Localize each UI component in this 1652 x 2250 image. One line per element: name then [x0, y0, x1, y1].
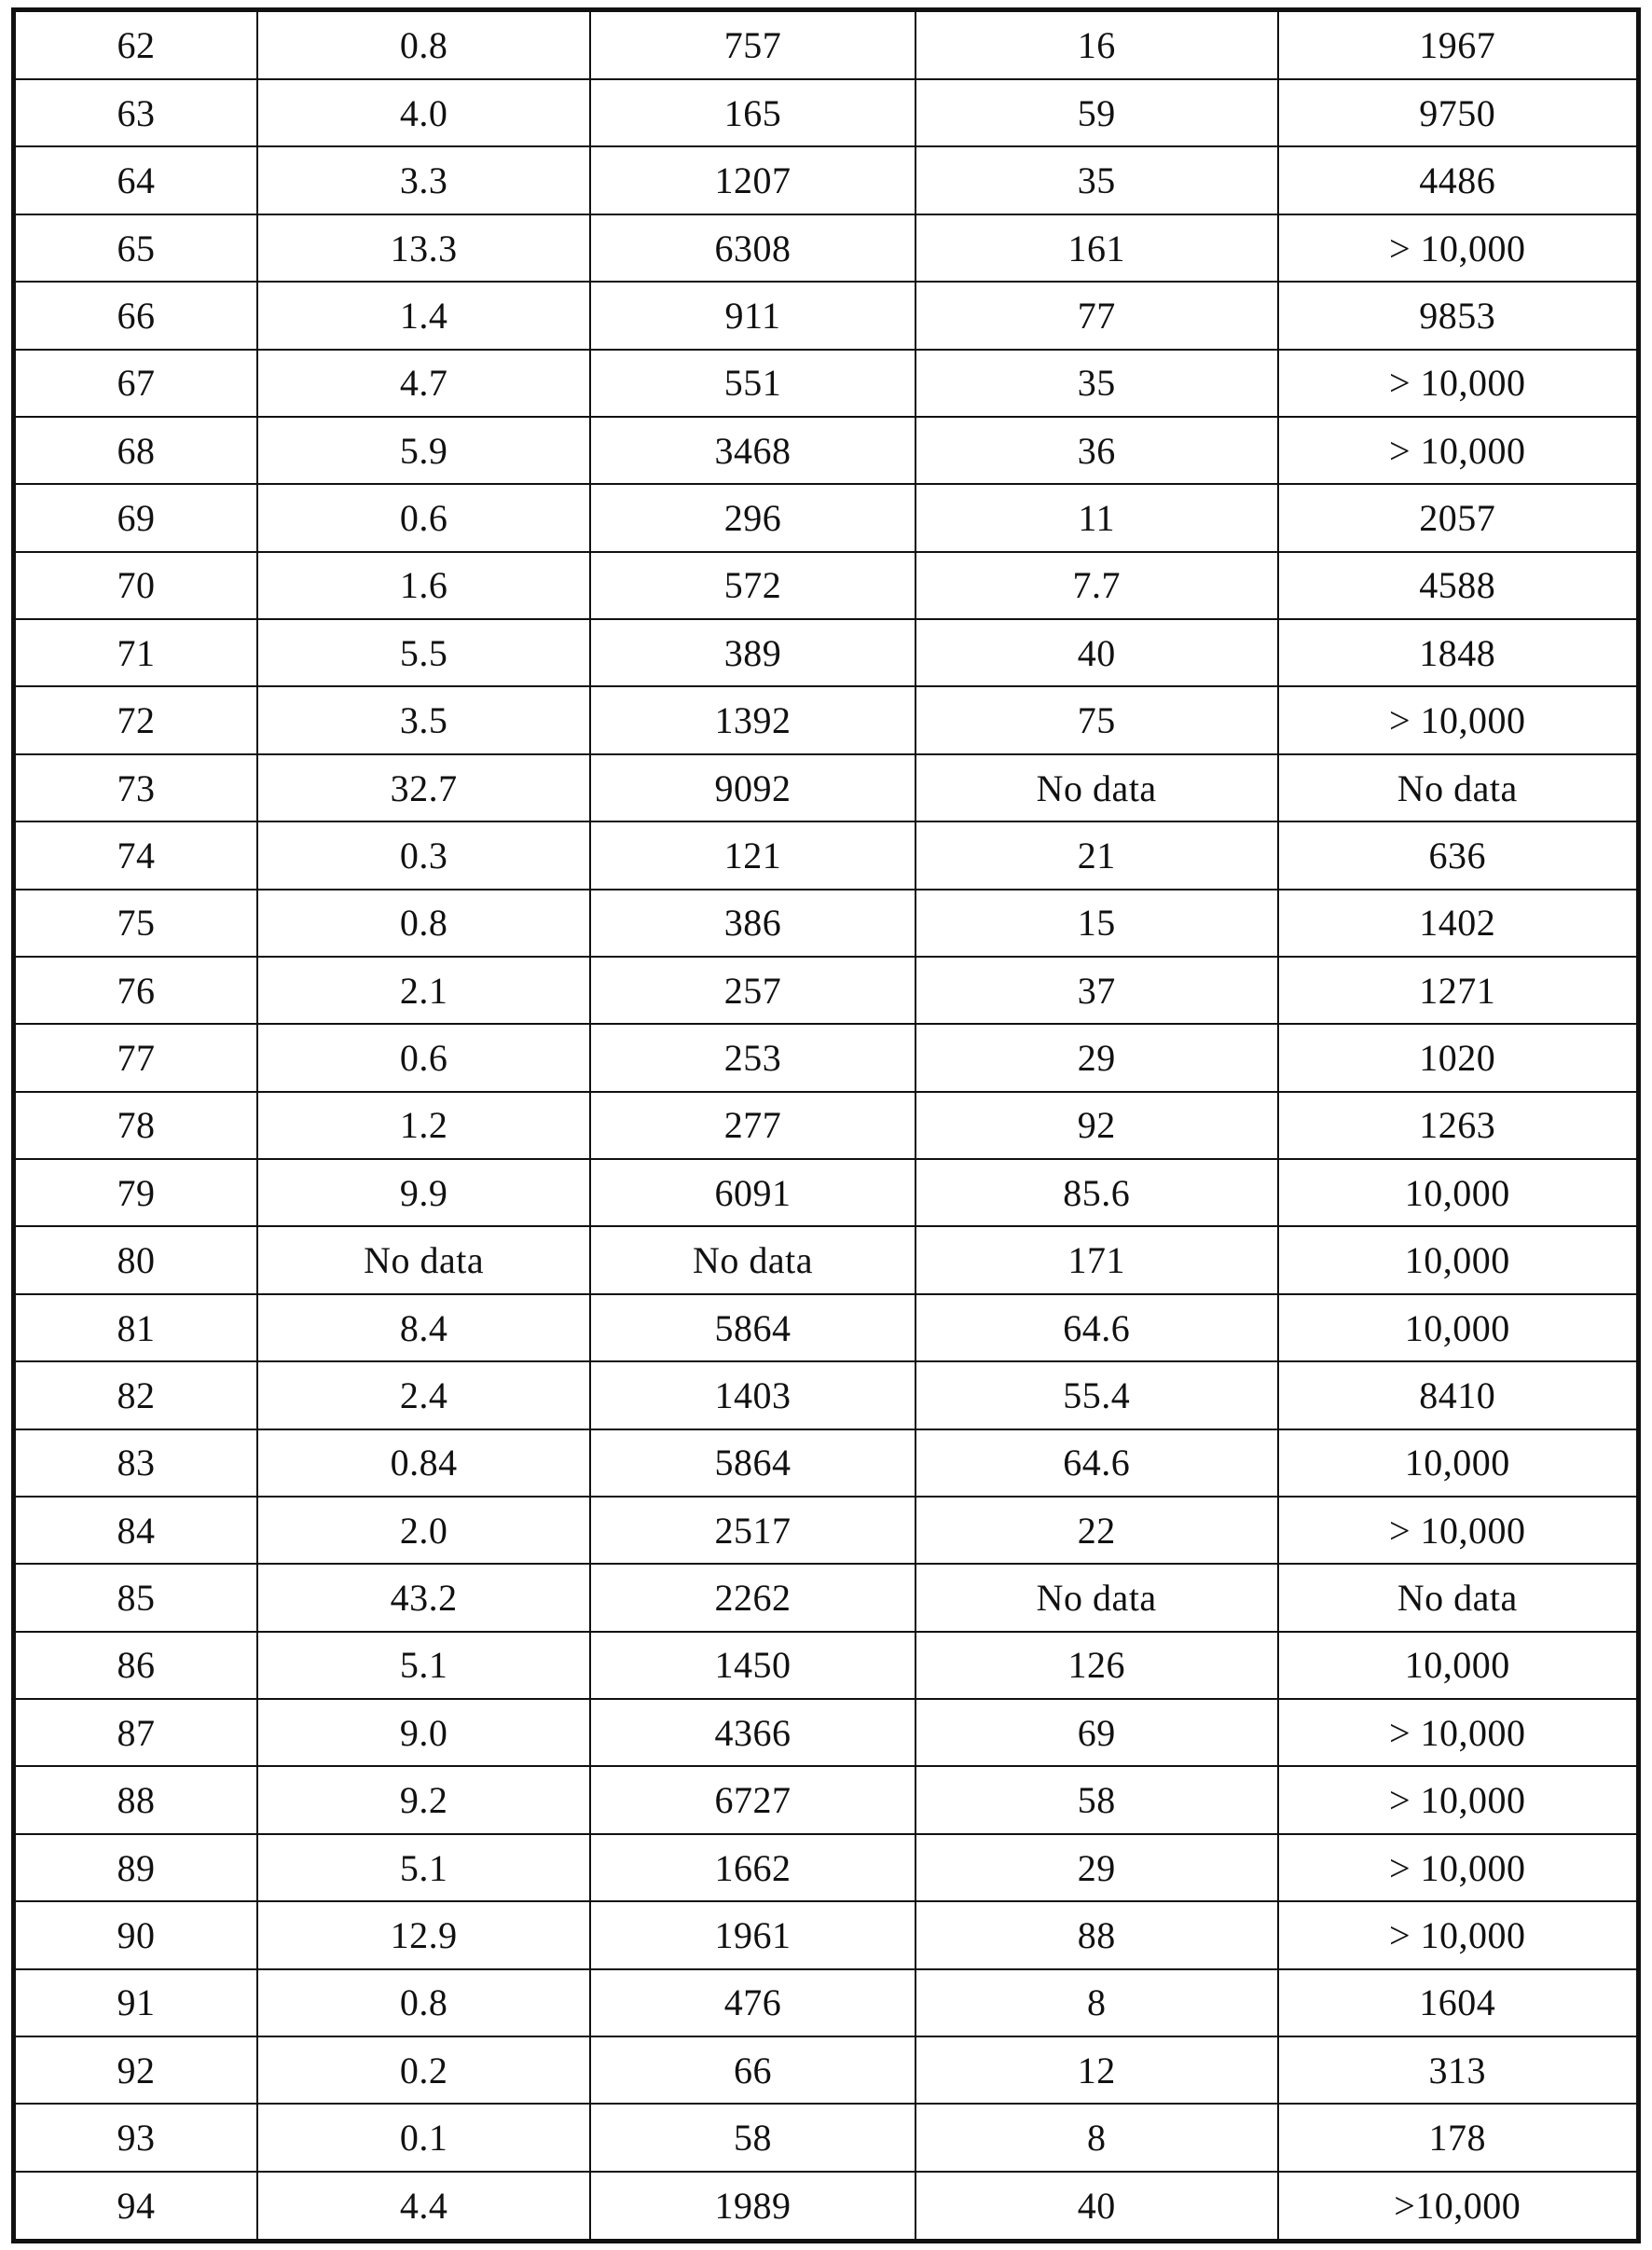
table-cell: 4.7 [257, 350, 590, 417]
table-row [14, 484, 1639, 551]
table-cell: 64.6 [915, 1429, 1278, 1497]
data-table [11, 7, 1641, 2243]
table-cell: 6308 [590, 214, 915, 282]
table-cell: 476 [590, 1969, 915, 2036]
table-cell: 71 [14, 619, 257, 686]
table-row [14, 1901, 1639, 1968]
table-cell: 9853 [1278, 282, 1639, 349]
table-cell: > 10,000 [1278, 1834, 1639, 1901]
table-cell: 0.8 [257, 10, 590, 80]
table-cell: 69 [915, 1699, 1278, 1766]
table-cell: 88 [14, 1766, 257, 1833]
table-cell: 8 [915, 1969, 1278, 2036]
table-cell: 63 [14, 79, 257, 146]
table-row [14, 1024, 1639, 1091]
table-cell: 40 [915, 2172, 1278, 2242]
table-cell: 1271 [1278, 957, 1639, 1024]
table-cell: 10,000 [1278, 1159, 1639, 1226]
table-cell: 5.1 [257, 1632, 590, 1699]
table-cell: 84 [14, 1497, 257, 1564]
table-cell: 3468 [590, 417, 915, 484]
table-row [14, 146, 1639, 214]
table-cell: 6727 [590, 1766, 915, 1833]
table-cell: 277 [590, 1092, 915, 1159]
table-cell: 1450 [590, 1632, 915, 1699]
table-row [14, 1429, 1639, 1497]
table-cell: 1961 [590, 1901, 915, 1968]
table-cell: 253 [590, 1024, 915, 1091]
table-cell: 2.1 [257, 957, 590, 1024]
table-cell: 36 [915, 417, 1278, 484]
table-cell: 4.4 [257, 2172, 590, 2242]
table-cell: 0.6 [257, 1024, 590, 1091]
table-cell: > 10,000 [1278, 686, 1639, 753]
table-cell: 73 [14, 754, 257, 821]
table-cell: 12 [915, 2036, 1278, 2104]
table-cell: 77 [915, 282, 1278, 349]
table-row [14, 552, 1639, 619]
table-cell: 1020 [1278, 1024, 1639, 1091]
table-cell: 77 [14, 1024, 257, 1091]
table-cell: 16 [915, 10, 1278, 80]
table-cell: 5864 [590, 1294, 915, 1361]
table-cell: 13.3 [257, 214, 590, 282]
table-cell: 4588 [1278, 552, 1639, 619]
table-cell: 79 [14, 1159, 257, 1226]
table-row [14, 1159, 1639, 1226]
table-cell: 1662 [590, 1834, 915, 1901]
table-cell: 386 [590, 890, 915, 957]
table-row [14, 79, 1639, 146]
table-cell: 126 [915, 1632, 1278, 1699]
table-cell: 0.1 [257, 2104, 590, 2171]
table-cell: 5.1 [257, 1834, 590, 1901]
table-cell: 3.3 [257, 146, 590, 214]
table-cell: 37 [915, 957, 1278, 1024]
table-cell: 1989 [590, 2172, 915, 2242]
table-cell: 161 [915, 214, 1278, 282]
table-cell: 81 [14, 1294, 257, 1361]
table-cell: 1604 [1278, 1969, 1639, 2036]
table-cell: 178 [1278, 2104, 1639, 2171]
table-cell: 572 [590, 552, 915, 619]
table-cell: 1.2 [257, 1092, 590, 1159]
table-cell: 40 [915, 619, 1278, 686]
table-cell: 58 [915, 1766, 1278, 1833]
table-cell: 22 [915, 1497, 1278, 1564]
table-cell: 7.7 [915, 552, 1278, 619]
table-cell: No data [590, 1226, 915, 1293]
table-cell: 121 [590, 821, 915, 889]
table-cell: 1.6 [257, 552, 590, 619]
table-cell: 29 [915, 1834, 1278, 1901]
table-cell: 1848 [1278, 619, 1639, 686]
table-cell: 5864 [590, 1429, 915, 1497]
table-row [14, 1564, 1639, 1631]
table-row [14, 1092, 1639, 1159]
table-row [14, 214, 1639, 282]
table-row [14, 1294, 1639, 1361]
table-cell: 88 [915, 1901, 1278, 1968]
table-cell: 911 [590, 282, 915, 349]
table-cell: 21 [915, 821, 1278, 889]
table-cell: 0.84 [257, 1429, 590, 1497]
table-cell: 9.9 [257, 1159, 590, 1226]
table-cell: 1263 [1278, 1092, 1639, 1159]
table-cell: 43.2 [257, 1564, 590, 1631]
table-cell: 2517 [590, 1497, 915, 1564]
table-cell: 89 [14, 1834, 257, 1901]
table-row [14, 417, 1639, 484]
table-cell: 5.5 [257, 619, 590, 686]
table-cell: 29 [915, 1024, 1278, 1091]
table-cell: No data [257, 1226, 590, 1293]
table-cell: 64 [14, 146, 257, 214]
table-cell: 91 [14, 1969, 257, 2036]
table-cell: 2262 [590, 1564, 915, 1631]
table-cell: 5.9 [257, 417, 590, 484]
table-cell: > 10,000 [1278, 1699, 1639, 1766]
table-cell: 636 [1278, 821, 1639, 889]
table-cell: 35 [915, 146, 1278, 214]
table-cell: 92 [14, 2036, 257, 2104]
table-cell: 78 [14, 1092, 257, 1159]
table-cell: 8410 [1278, 1361, 1639, 1429]
table-cell: No data [915, 1564, 1278, 1631]
table-cell: 76 [14, 957, 257, 1024]
table-cell: 35 [915, 350, 1278, 417]
table-cell: 12.9 [257, 1901, 590, 1968]
table-body [14, 10, 1639, 2242]
table-cell: 10,000 [1278, 1632, 1639, 1699]
table-cell: > 10,000 [1278, 214, 1639, 282]
table-cell: 257 [590, 957, 915, 1024]
table-cell: 15 [915, 890, 1278, 957]
table-cell: > 10,000 [1278, 1497, 1639, 1564]
table-row [14, 1834, 1639, 1901]
table-cell: 93 [14, 2104, 257, 2171]
table-row [14, 2104, 1639, 2171]
table-cell: > 10,000 [1278, 350, 1639, 417]
table-cell: 10,000 [1278, 1429, 1639, 1497]
table-cell: No data [1278, 1564, 1639, 1631]
table-cell: 9750 [1278, 79, 1639, 146]
table-cell: 75 [915, 686, 1278, 753]
table-row [14, 10, 1639, 80]
table-cell: 66 [14, 282, 257, 349]
table-cell: 1392 [590, 686, 915, 753]
table-row [14, 754, 1639, 821]
table-cell: 70 [14, 552, 257, 619]
table-cell: 62 [14, 10, 257, 80]
table-cell: 165 [590, 79, 915, 146]
table-cell: 85.6 [915, 1159, 1278, 1226]
table-row [14, 2036, 1639, 2104]
table-cell: 55.4 [915, 1361, 1278, 1429]
table-row [14, 350, 1639, 417]
table-cell: 9.0 [257, 1699, 590, 1766]
table-cell: > 10,000 [1278, 1766, 1639, 1833]
table-cell: 2.0 [257, 1497, 590, 1564]
table-cell: 83 [14, 1429, 257, 1497]
table-cell: > 10,000 [1278, 417, 1639, 484]
table-cell: 1967 [1278, 10, 1639, 80]
table-row [14, 619, 1639, 686]
table-cell: 2.4 [257, 1361, 590, 1429]
table-cell: 59 [915, 79, 1278, 146]
table-row [14, 282, 1639, 349]
table-cell: 551 [590, 350, 915, 417]
table-cell: 92 [915, 1092, 1278, 1159]
table-cell: 0.6 [257, 484, 590, 551]
table-cell: 2057 [1278, 484, 1639, 551]
table-row [14, 1226, 1639, 1293]
table-cell: 74 [14, 821, 257, 889]
table-cell: 85 [14, 1564, 257, 1631]
table-row [14, 1497, 1639, 1564]
table-cell: 11 [915, 484, 1278, 551]
table-cell: 32.7 [257, 754, 590, 821]
table-row [14, 2172, 1639, 2242]
table-cell: 75 [14, 890, 257, 957]
table-cell: 94 [14, 2172, 257, 2242]
table-cell: 10,000 [1278, 1294, 1639, 1361]
table-cell: 72 [14, 686, 257, 753]
table-cell: 389 [590, 619, 915, 686]
table-cell: 80 [14, 1226, 257, 1293]
table-row [14, 1766, 1639, 1833]
table-cell: 67 [14, 350, 257, 417]
table-cell: 68 [14, 417, 257, 484]
table-cell: 90 [14, 1901, 257, 1968]
table-cell: 0.8 [257, 1969, 590, 2036]
table-cell: 1207 [590, 146, 915, 214]
table-cell: 69 [14, 484, 257, 551]
table-cell: 6091 [590, 1159, 915, 1226]
table-row [14, 686, 1639, 753]
table-cell: 1402 [1278, 890, 1639, 957]
table-row [14, 1361, 1639, 1429]
table-cell: No data [915, 754, 1278, 821]
table-row [14, 1699, 1639, 1766]
table-cell: 4.0 [257, 79, 590, 146]
table-cell: 82 [14, 1361, 257, 1429]
table-cell: 1403 [590, 1361, 915, 1429]
table-cell: 64.6 [915, 1294, 1278, 1361]
table-cell: 296 [590, 484, 915, 551]
table-cell: 66 [590, 2036, 915, 2104]
table-cell: No data [1278, 754, 1639, 821]
table-cell: 757 [590, 10, 915, 80]
table-cell: 4486 [1278, 146, 1639, 214]
table-row [14, 1632, 1639, 1699]
table-cell: 8.4 [257, 1294, 590, 1361]
table-cell: 0.3 [257, 821, 590, 889]
table-cell: 171 [915, 1226, 1278, 1293]
table-row [14, 957, 1639, 1024]
table-cell: 313 [1278, 2036, 1639, 2104]
table-cell: > 10,000 [1278, 1901, 1639, 1968]
table-cell: 9092 [590, 754, 915, 821]
table-cell: >10,000 [1278, 2172, 1639, 2242]
table-cell: 1.4 [257, 282, 590, 349]
table-cell: 9.2 [257, 1766, 590, 1833]
table-cell: 65 [14, 214, 257, 282]
table-cell: 3.5 [257, 686, 590, 753]
table-cell: 0.2 [257, 2036, 590, 2104]
table-row [14, 821, 1639, 889]
table-cell: 86 [14, 1632, 257, 1699]
table-cell: 8 [915, 2104, 1278, 2171]
table-cell: 0.8 [257, 890, 590, 957]
table-cell: 10,000 [1278, 1226, 1639, 1293]
table-cell: 87 [14, 1699, 257, 1766]
table-cell: 4366 [590, 1699, 915, 1766]
table-row [14, 890, 1639, 957]
table-row [14, 1969, 1639, 2036]
table-cell: 58 [590, 2104, 915, 2171]
